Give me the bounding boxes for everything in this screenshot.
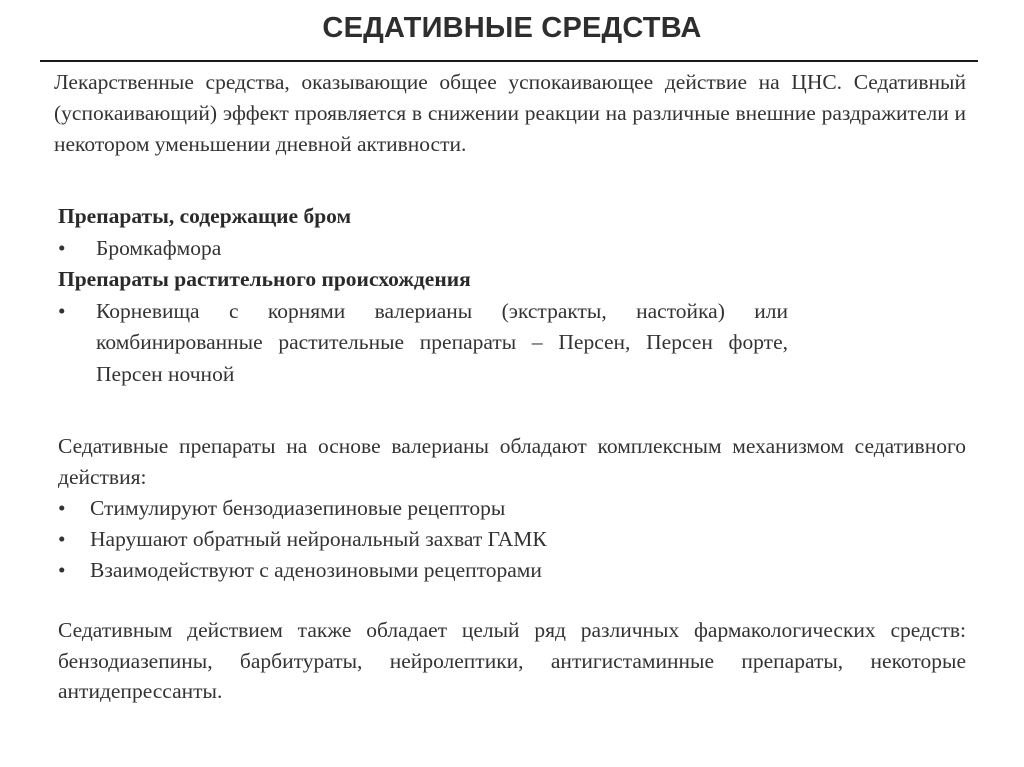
mechanism-paragraph: Седативные препараты на основе валерианы обладают комплексным механизмом седативного действия: (58, 434, 966, 489)
list-item (58, 555, 966, 586)
list-item-text: Нарушают обратный нейрональный захват ГАМК (90, 527, 547, 551)
group-heading-herbal: Препараты растительного происхождения (58, 267, 471, 291)
list-item (58, 493, 966, 524)
mechanism-section (58, 431, 966, 586)
list-item-text: Стимулируют бензодиазепиновые рецепторы (90, 496, 506, 520)
list-item (58, 233, 788, 265)
bullet-icon: • (58, 298, 66, 323)
list-item-text: Бромкафмора (96, 235, 222, 260)
bullet-icon: • (58, 235, 66, 260)
drug-groups (58, 201, 788, 390)
intro-paragraph: Лекарственные средства, оказывающие общее успокаивающее действие на ЦНС. Седативный (успокаивающий) эффект проявляется в снижении реакции на различные внешние раздражители и некотором уменьшении дневной активности. (54, 70, 966, 156)
list-item (58, 524, 966, 555)
bullet-icon: • (58, 496, 66, 520)
title-divider (40, 60, 978, 62)
group-heading-bromine: Препараты, содержащие бром (58, 204, 352, 228)
bullet-icon: • (58, 558, 66, 582)
list-item (58, 296, 788, 391)
other-agents-paragraph: Седативным действием также обладает целый ряд различных фармакологических средств: бензодиазепины, барбитураты, нейролептики, антигистаминные препараты, некоторые антидепрессанты. (58, 618, 966, 703)
list-item-text: Корневища с корнями валерианы (экстракты, настойка) или комбинированные растительные препараты – Персен, Персен форте, Персен ночной (96, 298, 788, 386)
bullet-icon: • (58, 527, 66, 551)
list-item-text: Взаимодействуют с аденозиновыми рецепторами (90, 558, 542, 582)
slide-title: СЕДАТИВНЫЕ СРЕДСТВА (322, 12, 702, 44)
